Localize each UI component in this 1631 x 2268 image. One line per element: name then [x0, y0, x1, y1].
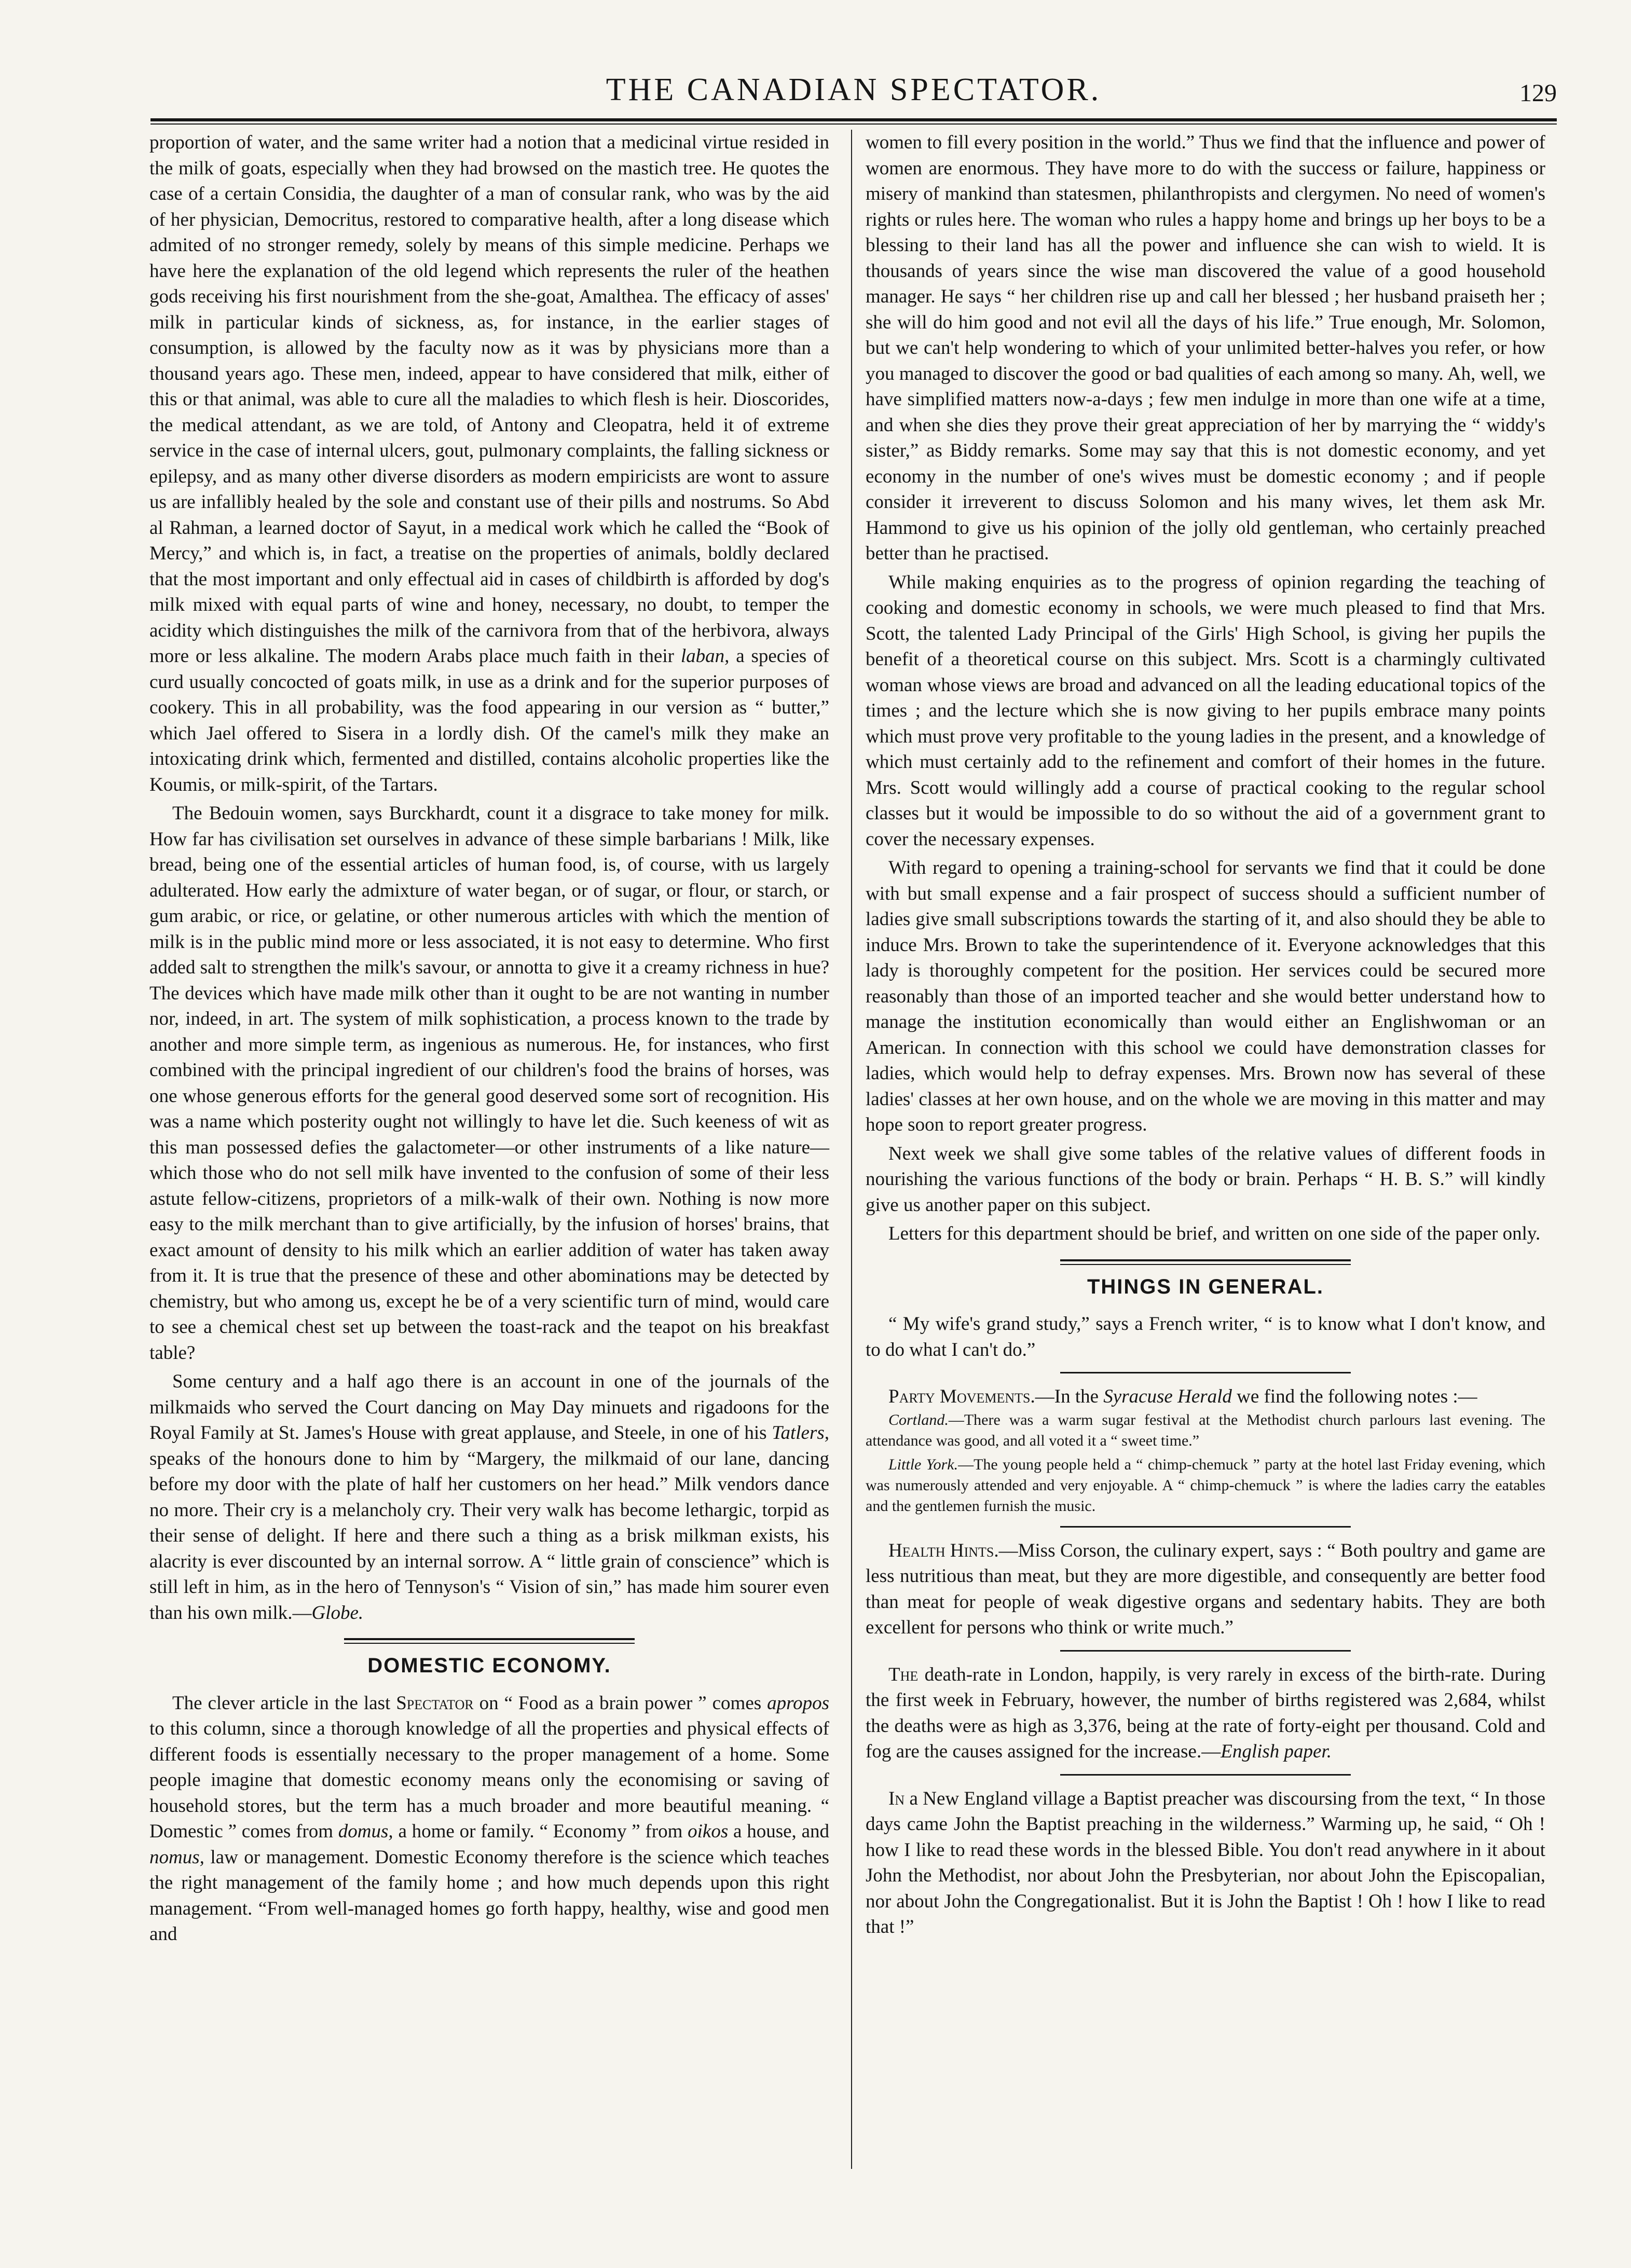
article-paragraph: While making enquiries as to the progress of opinion regarding the teaching of cooking and domestic economy in schools, we were much pleased to find that Mrs. Scott, the talented Lady Principal of the Girls' High School, is giving her pupils the benefit of a theoretical course on this subject. Mrs. Scott is a charmingly cultivated woman whose views are broad and advanced on all the leading educational topics of the times ; and the lecture which she is now giving to her pupils embrace many points which must prove very profitable to the young ladies in the present, and a knowledge of which must certainly add to the refinement and comfort of their homes in the future. Mrs. Scott would willingly add a course of practical cooking to the regular school classes but it would be impossible to do so without the aid of a government grant to cover the necessary expenses. — [866, 571, 1545, 850]
section-ornament — [344, 1638, 635, 1644]
item-separator — [1060, 1526, 1351, 1528]
article-paragraph: With regard to opening a training-school for servants we find that it could be done with but small expense and a fair prospect of success should a sufficient number of ladies give small subscriptions towards the starting of it, and also should they be able to induce Mrs. Brown to take the superintendence of it. Everyone acknowledges that this lady is thoroughly competent for the position. Her services could be secured more reasonably than those of an imported teacher and she would better understand how to manage the institution economically than would either an Englishwoman or an American. In connection with this school we could have demonstration classes for ladies, which would help to defray expenses. Mrs. Brown now has several of these ladies' classes at her own house, and on the whole we are moving in this matter and may hope soon to report greater progress. — [866, 857, 1545, 1135]
section-heading-domestic-economy: DOMESTIC ECONOMY. — [367, 1654, 611, 1677]
foreign-term: laban, — [680, 645, 730, 667]
text-span: a house, and — [733, 1821, 830, 1842]
publication-name: Spectator — [396, 1692, 474, 1714]
item-paragraph — [866, 1662, 1545, 1765]
item-paragraph: “ My wife's grand study,” says a French writer, “ is to know what I don't know, and to do what I can't do.” — [866, 1313, 1545, 1360]
text-span: a species of curd usually concocted of goats milk, in use as a drink and for the superior purposes of cookery. This in all probability, was the food appearing in our version as “ butter,” which Jael offered to Sisera in a lordly dish. Of the camel's milk they make an intoxicating drink which, fermented and distilled, contains alcoholic properties like the Koumis, or milk-spirit, of the Tartars. — [149, 645, 830, 795]
text-span: we find the following notes :— — [1237, 1386, 1477, 1407]
text-span: —In the — [1035, 1386, 1099, 1407]
foreign-term: nomus, — [149, 1846, 204, 1868]
item-lead-word: The — [888, 1664, 919, 1685]
text-span: speaks of the honours done to him by “Margery, the milkmaid of our lane, dancing before my door with the plate of half her customers on her head.” Milk vendors dance no more. Their cry is a melancholy cry. Their very walk has become lethargic, torpid as their sense of delight. If here and there such a thing as a brisk milkman exists, his alacrity is ever discounted by an internal sorrow. A “ little grain of conscience” which is still left in him, as in the hero of Tennyson's “ Vision of sin,” has made him sourer even than his own milk.— — [149, 1448, 829, 1624]
publication-title: Syracuse Herald — [1103, 1386, 1232, 1407]
foreign-term: apropos — [767, 1692, 830, 1714]
publication-title: Tatlers, — [772, 1422, 829, 1444]
foreign-term: oikos — [688, 1821, 729, 1842]
text-span: —Miss Corson, the culinary expert, says : “ Both poultry and game are less nutritious than meat, but they are more digestible, and consequently are better food than meat for people of weak digestive organs and sedentary habits. They are both excellent for persons who think or write much.” — [866, 1540, 1545, 1638]
page-number: 129 — [1519, 79, 1557, 107]
item-separator — [1060, 1650, 1351, 1652]
item-label: Health Hints. — [888, 1540, 999, 1561]
masthead-rule-thin — [150, 123, 1557, 125]
item-separator — [1060, 1774, 1351, 1776]
quoted-notes — [866, 1410, 1545, 1517]
masthead-rule-thick — [150, 118, 1557, 121]
item-separator — [1060, 1372, 1351, 1373]
article-paragraph: Letters for this department should be brief, and written on one side of the paper only. — [888, 1223, 1541, 1244]
section-heading-things-in-general: THINGS IN GENERAL. — [1087, 1275, 1324, 1298]
text-span: a New England village a Baptist preacher was discoursing from the text, “ In those days came John the Baptist preaching in the wilderness.” Warming up, he said, “ Oh ! how I like to read these words in the blessed Bible. You don't read anywhere in it about John the Methodist, nor about John the Presbyterian, nor about John the Episcopalian, nor about John the Congregationalist. But it is John the Baptist ! Oh ! how I like to read that !” — [866, 1788, 1546, 1937]
text-span: a home or family. “ Economy ” from — [398, 1821, 683, 1842]
text-span: —There was a warm sugar festival at the Methodist church parlours last evening. The attendance was good, and all voted it a “ sweet time.” — [866, 1411, 1545, 1449]
article-paragraph — [149, 1690, 829, 1947]
article-paragraph: Next week we shall give some tables of the relative values of different foods in nourishing the various functions of the body or brain. Perhaps “ H. B. S.” will kindly give us another paper on this subject. — [866, 1143, 1545, 1216]
article-paragraph: women to fill every position in the world.” Thus we find that the influence and power of women are enormous. They have more to do with the success or failure, happiness or misery of mankind than statesmen, philanthropists and clergymen. No need of women's rights or rules here. The woman who rules a happy home and brings up her boys to be a blessing to their land has all the power and influence she can wish to wield. It is thousands of years since the wise man discovered the value of a good household manager. He says “ her children rise up and call her blessed ; her husband praiseth her ; she will do him good and not evil all the days of his life.” True enough, Mr. Solomon, but we can't help wondering to which of your unlimited better-halves you refer, or how you managed to discover the good or bad qualities of each among so many. Ah, well, we have simplified matters now-a-days ; few men indulge in more than one wife at a time, and when she dies they prove their great appreciation of her by marrying the “ widdy's sister,” as Biddy remarks. Some may say that this is not domestic economy, and yet economy in the number of one's wives must be domestic economy ; and if people consider it irreverent to discuss Solomon and his many wives, let them ask Mr. Hammond to give us his opinion of the jolly old gentleman, who certainly preached better than he practised. — [866, 132, 1545, 564]
note-paragraph — [866, 1410, 1545, 1451]
text-span: Some century and a half ago there is an account in one of the journals of the milkmaids who served the Court dancing on May Day minuets and rigadoons for the Royal Family at St. James's House with great applause, and Steele, in one of his — [149, 1371, 829, 1444]
place-name: Little York. — [888, 1455, 958, 1473]
section-ornament — [1060, 1259, 1351, 1265]
note-paragraph — [866, 1454, 1545, 1517]
foreign-term: domus, — [338, 1821, 393, 1842]
item-paragraph — [866, 1786, 1545, 1940]
article-paragraph: The Bedouin women, says Burckhardt, count it a disgrace to take money for milk. How far has civilisation set ourselves in advance of these simple barbarians ! Milk, like bread, being one of the essential articles of human food, is, of course, with us largely adulterated. How early the admixture of water began, or of sugar, or flour, or starch, or gum arabic, or rice, or gelatine, or other numerous articles with which the mention of milk is in the public mind more or less associated, it is not easy to determine. Who first added salt to strengthen the milk's savour, or annotta to give it a creamy richness in hue? The devices which have made milk other than it ought to be are not wanting in number nor, indeed, in art. The system of milk sophistication, a process known to the trade by another and more simple term, as ingenious as numerous. He, for instances, who first combined with the principal ingredient of our children's food the brains of horses, was one whose generous efforts for the general good deserved some sort of recognition. His was a name which posterity ought not willingly to have let die. Such keeness of wit as this man possessed defies the galactometer—or other instruments of a like nature—which those who do not sell milk have invented to the confusion of some of their less astute fellow-citizens, proprietors of a milk-walk of their own. Nothing is now more easy to the milk merchant than to give artificially, by the infusion of horses' brains, that exact amount of density to his milk which an earlier addition of water has taken away from it. It is true that the presence of these and other abominations may be detected by chemistry, but who among us, except he be of a very scientific turn of mind, would care to see a chemical chest set up between the toast-rack and the teapot on his breakfast table? — [149, 803, 829, 1364]
place-name: Cortland. — [888, 1411, 949, 1428]
text-span: law or management. Domestic Economy therefore is the science which teaches the right management of the family home ; and how much depends upon this right management. “From well-managed homes go forth happy, healthy, wise and good men and — [149, 1846, 829, 1945]
left-column — [149, 130, 829, 1947]
text-span: The clever article in the last — [172, 1692, 391, 1714]
text-span: proportion of water, and the same writer had a notion that a medicinal virtue resided in the milk of goats, especially when they had browsed on the mastich tree. He quotes the case of a certain Considia, the daughter of a man of consular rank, who was by the aid of her physician, Democritus, restored to comparative health, after a long disease which admited of no stronger remedy, solely by means of this simple medicine. Perhaps we have here the explanation of the old legend which represents the ruler of the heathen gods receiving his first nourishment from the she-goat, Amalthea. The efficacy of asses' milk in particular kinds of sickness, as, for instance, in the earlier stages of consumption, is allowed by the faculty now as it was by physicians more than a thousand years ago. These men, indeed, appear to have considered that milk, either of this or that animal, was able to cure all the maladies to which flesh is heir. Dioscorides, the medical attendant, as we are told, of Antony and Cleopatra, held it of extreme service in the case of internal ulcers, gout, pulmonary complaints, the falling sickness or epilepsy, and as many other diverse disorders as modern empiricists are wont to assure us are infallibly healed by the sole and constant use of their pills and nostrums. So Abd al Rahman, a learned doctor of Sayut, in a medical work which he called the “Book of Mercy,” and which is, in fact, a treatise on the properties of animals, boldly declared that the most important and only effectual aid in cases of childbirth is afforded by dog's milk mixed with equal parts of wine and honey, necessary, no doubt, to temper the acidity which distinguishes the milk of the carnivora from that of the herbivora, always more or less alkaline. The modern Arabs place much faith in their — [149, 132, 829, 667]
text-span: to this column, since a thorough knowledge of all the properties and physical effects of different foods is essentially necessary to the proper management of a home. Some people imagine that domestic economy means only the economising or saving of household stores, but the term has a much broader and more beautiful meaning. “ Domestic ” comes from — [149, 1718, 829, 1842]
text-span: —The young people held a “ chimp-chemuck ” party at the hotel last Friday evening, which was numerously attended and very enjoyable. A “ chimp-chemuck ” is where the ladies carry the eatables and the gentlemen furnish the music. — [866, 1455, 1545, 1515]
masthead — [150, 67, 1557, 125]
item-lead-word: In — [888, 1788, 905, 1809]
text-span: on “ Food as a brain power ” comes — [479, 1692, 762, 1714]
column-divider — [851, 130, 852, 2169]
source-credit: English paper. — [1221, 1741, 1332, 1762]
newspaper-title: THE CANADIAN SPECTATOR. — [606, 72, 1102, 107]
article-paragraph — [149, 130, 829, 798]
text-span: death-rate in London, happily, is very rarely in excess of the birth-rate. During the first week in February, however, the number of births registered was 2,684, whilst the deaths were as high as 3,376, being at the rate of forty-eight per thousand. Cold and fog are the causes assigned for the increase.— — [866, 1664, 1546, 1762]
right-column — [866, 130, 1545, 1940]
item-paragraph — [866, 1538, 1545, 1641]
article-paragraph — [149, 1369, 829, 1626]
source-credit: Globe. — [311, 1602, 364, 1624]
item-paragraph — [866, 1384, 1545, 1410]
item-label: Party Movements. — [888, 1386, 1035, 1407]
